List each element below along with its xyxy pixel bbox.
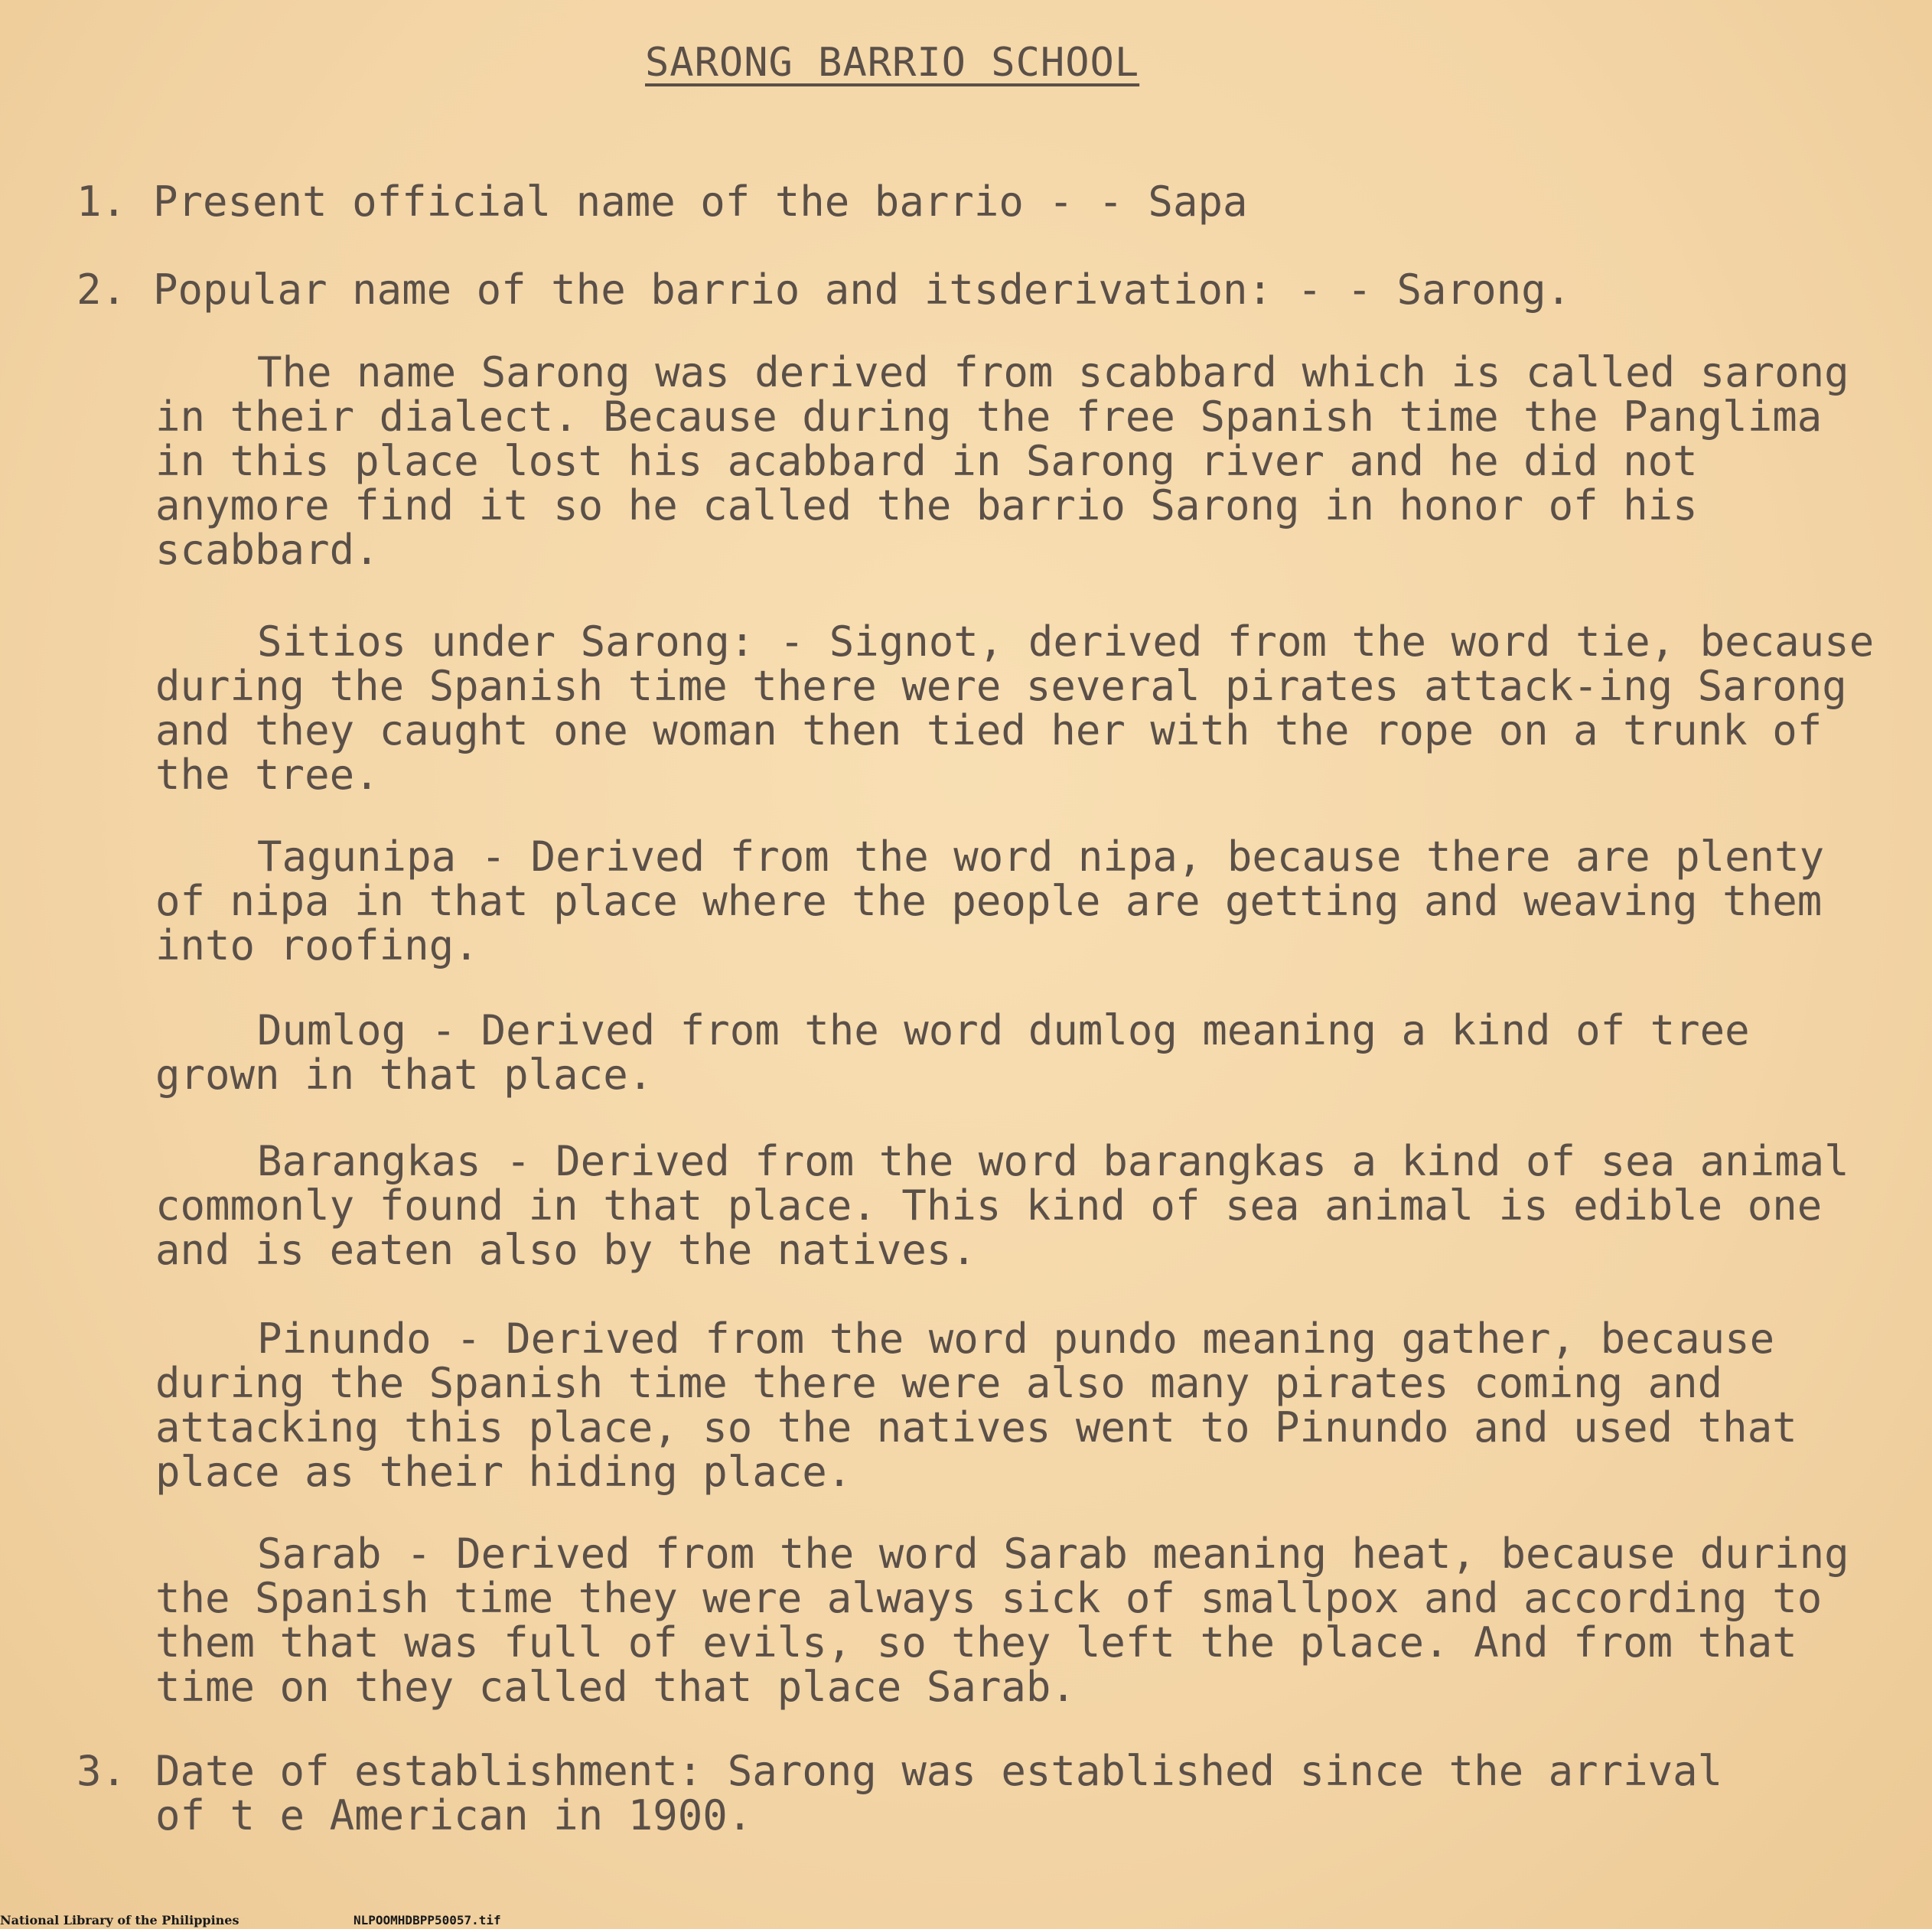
paragraph-name-derivation: The name Sarong was derived from scabbard which is called sarong in their dialect. Because during the free Spanish time the Panglima in this place lost his acabbard in Sarong river and he did not anymore find it so he called the barrio Sarong in honor of his scabbard. (155, 348, 1849, 574)
paragraph-sitio-tagunipa: Tagunipa - Derived from the word nipa, because there are plenty of nipa in that place where the people are getting and weaving them into roofing. (155, 833, 1825, 969)
item-number: 2. (77, 266, 127, 314)
item-number: 3. (77, 1747, 127, 1795)
footer-filename: NLPOOMHDBPP50057.tif (353, 1913, 501, 1927)
footer-library-name: National Library of the Philippines (0, 1913, 239, 1927)
item-text: Popular name of the barrio and itsderivation: - - Sarong. (153, 266, 1572, 314)
item-text: Present official name of the barrio - - Sapa (153, 178, 1248, 226)
item-official-name (77, 178, 1247, 226)
item-popular-name (77, 266, 1571, 314)
paragraph-sitio-dumlog: Dumlog - Derived from the word dumlog meaning a kind of tree grown in that place. (155, 1006, 1750, 1099)
paragraph-sitio-barangkas: Barangkas - Derived from the word barangkas a kind of sea animal commonly found in that place. This kind of sea animal is edible one and is eaten also by the natives. (155, 1137, 1849, 1274)
item-text-line2: of t e American in 1900. (155, 1791, 753, 1839)
paragraph-sitio-signot: Sitios under Sarong: - Signot, derived from the word tie, because during the Spanish time there were several pirates attack-ing Sarong and they caught one woman then tied her with the rope on a trunk of the tree. (155, 617, 1875, 799)
paragraph-sitio-pinundo: Pinundo - Derived from the word pundo meaning gather, because during the Spanish time there were also many pirates coming and attacking this place, so the natives went to Pinundo and used that place as their hiding place. (155, 1315, 1797, 1496)
document-title: SARONG BARRIO SCHOOL (645, 40, 1140, 86)
item-text-line1: Date of establishment: Sarong was established since the arrival (155, 1747, 1723, 1795)
item-date-of-establishment (77, 1749, 1898, 1838)
item-number: 1. (77, 178, 127, 226)
paragraph-sitio-sarab: Sarab - Derived from the word Sarab meaning heat, because during the Spanish time they were always sick of smallpox and according to them that was full of evils, so they left the place. And from that time on they called that place Sarab. (155, 1530, 1849, 1711)
